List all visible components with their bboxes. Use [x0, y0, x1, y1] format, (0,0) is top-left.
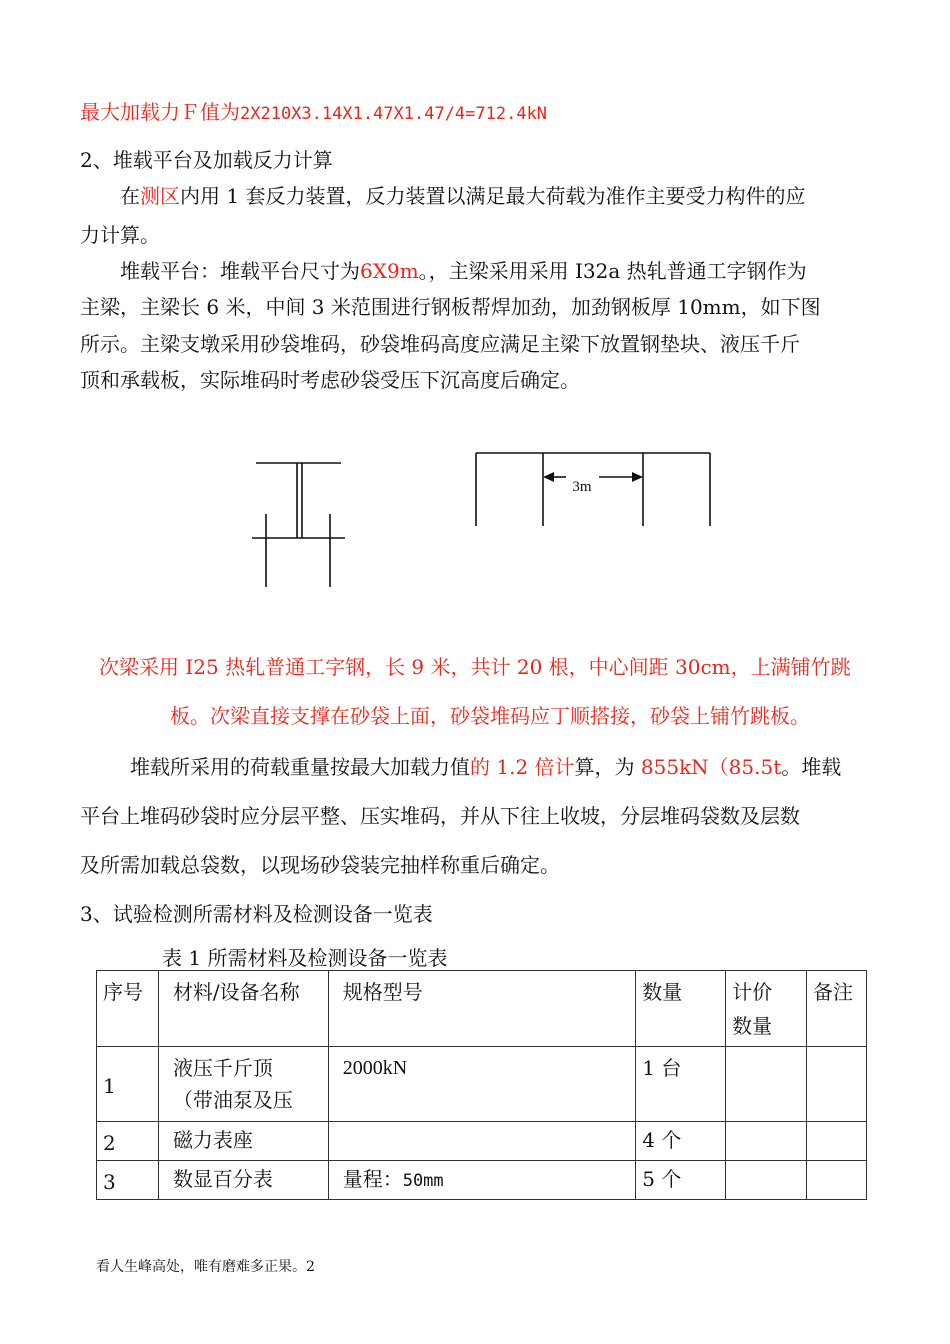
header-name: 材料/设备名称	[158, 971, 328, 1047]
row-1-name	[158, 1047, 328, 1122]
row-3-no: 3	[97, 1161, 159, 1200]
para-1-line-2: 力计算。	[80, 223, 160, 247]
section-3-title: 3、试验检测所需材料及检测设备一览表	[80, 902, 433, 926]
para-2-line-2: 主梁，主梁长 6 米，中间 3 米范围进行钢板帮焊加劲，加劲钢板厚 10mm，如下图	[80, 295, 821, 319]
para-4-line-3: 及所需加载总袋数，以现场砂袋装完抽样称重后确定。	[80, 853, 560, 877]
row-2-priced-qty	[726, 1122, 807, 1161]
platform-size: 6X9m	[360, 259, 419, 283]
row-3-name: 数显百分表	[158, 1161, 328, 1200]
materials-table	[96, 970, 867, 1200]
header-no: 序号	[97, 971, 159, 1047]
row-1-no-text: 1	[103, 1074, 116, 1098]
row-3-note	[807, 1161, 867, 1200]
header-priced-qty-line-1: 计价	[732, 980, 773, 1004]
row-1-priced-qty	[726, 1047, 807, 1122]
total-load: 855kN（85.5t	[640, 755, 782, 779]
header-priced-qty-line-2: 数量	[732, 1014, 773, 1038]
row-2-name: 磁力表座	[158, 1122, 328, 1161]
para-4-text-a: 堆载所采用的荷载重量按最大加载力值	[130, 755, 470, 779]
table-row	[97, 1161, 867, 1200]
row-3-priced-qty	[726, 1161, 807, 1200]
para-1-highlight: 测区	[140, 184, 180, 208]
row-1-no	[97, 1047, 159, 1122]
header-spec: 规格型号	[328, 971, 636, 1047]
para-3-line-1: 次梁采用 I25 热轧普通工字钢，长 9 米，共计 20 根，中心间距 30cm，上满铺竹跳	[99, 655, 851, 679]
table-header-row	[97, 971, 867, 1047]
row-1-name-line-2: （带油泵及压	[172, 1088, 293, 1112]
row-3-spec-value: 50mm	[402, 1171, 444, 1191]
row-2-spec	[328, 1122, 636, 1161]
para-1-text-c: 内用 1 套反力装置，反力装置以满足最大荷载为准作主要受力构件的应	[180, 184, 806, 208]
para-2-text-c: 。，主梁采用采用 I32a 热轧普通工字钢作为	[418, 259, 807, 283]
row-1-qty: 1 台	[636, 1047, 726, 1122]
para-2-line-4: 顶和承载板，实际堆码时考虑砂袋受压下沉高度后确定。	[80, 368, 580, 392]
para-2-text-a: 堆载平台：堆载平台尺寸为	[120, 259, 360, 283]
para-4-line-1	[130, 753, 841, 781]
header-note: 备注	[807, 971, 867, 1047]
para-4-text-c: 算，为	[574, 755, 641, 779]
para-1-text-a: 在	[120, 184, 140, 208]
header-qty: 数量	[636, 971, 726, 1047]
dimension-label: 3m	[572, 479, 592, 495]
para-3-line-2: 板。次梁直接支撑在砂袋上面，砂袋堆码应丁顺搭接，砂袋上铺竹跳板。	[170, 704, 810, 728]
load-factor: 的 1.2 倍计	[470, 755, 575, 779]
row-2-note	[807, 1122, 867, 1161]
row-3-qty: 5 个	[636, 1161, 726, 1200]
section-2-title: 2、堆载平台及加载反力计算	[80, 148, 333, 172]
table-row	[97, 1122, 867, 1161]
table-caption: 表 1 所需材料及检测设备一览表	[162, 946, 448, 970]
formula-expression: 2X210X3.14X1.47X1.47/4=712.4kN	[240, 104, 548, 124]
row-1-name-line-1: 液压千斤顶	[172, 1056, 273, 1080]
row-2-qty: 4 个	[636, 1122, 726, 1161]
row-3-spec-label: 量程：	[342, 1167, 403, 1191]
row-1-spec: 2000kN	[328, 1047, 636, 1122]
para-4-text-e: 。堆载	[781, 755, 842, 779]
para-4-line-2: 平台上堆码砂袋时应分层平整、压实堆码，并从下往上收坡，分层堆码袋数及层数	[80, 804, 800, 828]
row-2-no: 2	[97, 1122, 159, 1161]
row-3-spec	[328, 1161, 636, 1200]
row-1-note	[807, 1047, 867, 1122]
header-priced-qty	[726, 971, 807, 1047]
table-row	[97, 1047, 867, 1122]
dim-arrow-right	[632, 472, 643, 482]
formula-label: 最大加载力Ｆ值为	[80, 100, 240, 124]
dim-arrow-left	[543, 472, 554, 482]
page-footer: 看人生峰高处，唯有磨难多正果。2	[96, 1259, 315, 1275]
para-2-line-3: 所示。主梁支墩采用砂袋堆码，砂袋堆码高度应满足主梁下放置钢垫块、液压千斤	[80, 332, 800, 356]
